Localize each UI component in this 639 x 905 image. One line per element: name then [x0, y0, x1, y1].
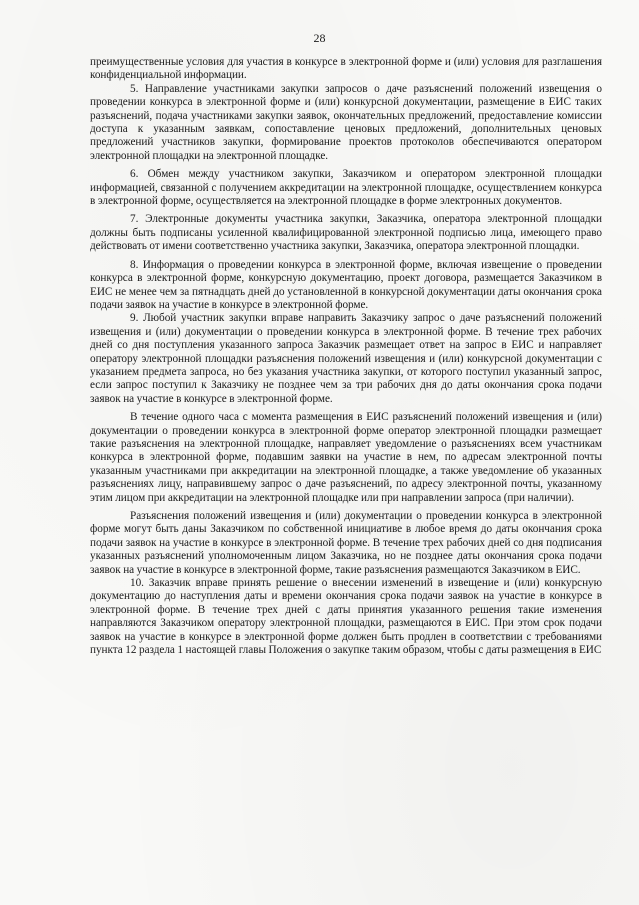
- page-number: 28: [313, 31, 326, 45]
- paragraph-item-7: 7. Электронные документы участника закупки, Заказчика, оператора электронной площадки должны быть подписаны усиленной квалифицированной электронной подписью лица, имеющего право действовать от имени соответственно участника закупки, Заказчика, оператора электронной площадки.: [90, 213, 602, 253]
- paragraph-item-9: 9. Любой участник закупки вправе направить Заказчику запрос о даче разъяснений положений извещения и (или) документации о проведении конкурса в электронной форме. В течение трех рабочих дней со дня поступления указанного запроса Заказчик размещает ответ на запрос в ЕИС и направляет оператору электронной площадки разъяснения положений извещения и (или) конкурсной документации с указанием предмета запроса, но без указания участника закупки, от которого поступил указанный запрос, если запрос поступил к Заказчику не позднее чем за три рабочих дня до даты окончания срока подачи заявок на участие в конкурсе в электронной форме.: [90, 312, 602, 405]
- paragraph-item-9-own-initiative: Разъяснения положений извещения и (или) документации о проведении конкурса в электронной форме могут быть даны Заказчиком по собственной инициативе в любое время до даты окончания срока подачи заявок на участие в конкурсе в электронной форме. В течение трех рабочих дней со дня подписания указанных разъяснений уполномоченным лицом Заказчика, но не позднее даты окончания срока подачи заявок на участие в конкурсе в электронной форме, такие разъяснения размещаются Заказчиком в ЕИС.: [90, 510, 602, 576]
- paragraph-item-5: 5. Направление участниками закупки запросов о даче разъяснений положений извещения о проведении конкурса в электронной форме и (или) конкурсной документации, размещение в ЕИС таких разъяснений, подача участниками закупки заявок, окончательных предложений, предоставление комиссии доступа к указанным заявкам, сопоставление ценовых предложений, дополнительных ценовых предложений участников закупки, формирование проектов протоколов обеспечиваются оператором электронной площадки на электронной площадке.: [90, 82, 602, 162]
- document-body: [90, 56, 602, 657]
- paragraph-item-9-notification: В течение одного часа с момента размещения в ЕИС разъяснений положений извещения и (или) документации о проведении конкурса в электронной форме оператор электронной площадки размещает такие разъяснения на электронной площадке, направляет уведомление о разъяснениях всем участникам конкурса в электронной форме, подавшим заявки на участие в нем, по адресам электронной почты указанным участниками при аккредитации на электронной площадке, а также уведомление об указанных разъяснениях лицу, направившему запрос о даче разъяснений, по адресу электронной почты, указанному этим лицом при аккредитации на электронной площадке или при направлении запроса (при наличии).: [90, 411, 602, 504]
- paragraph-item-6: 6. Обмен между участником закупки, Заказчиком и оператором электронной площадки информацией, связанной с получением аккредитации на электронной площадке, осуществлением конкурса в электронной форме, осуществляется на электронной площадке в форме электронных документов.: [90, 168, 602, 208]
- paragraph-item-8: 8. Информация о проведении конкурса в электронной форме, включая извещение о проведении конкурса в электронной форме, конкурсную документацию, проект договора, размещается Заказчиком в ЕИС не менее чем за пятнадцать дней до установленной в конкурсной документации даты окончания срока подачи заявок на участие в конкурсе в электронной форме.: [90, 258, 602, 311]
- paragraph-item-10: 10. Заказчик вправе принять решение о внесении изменений в извещение и (или) конкурсную документацию до наступления даты и времени окончания срока подачи заявок на участие в конкурсе в электронной форме. В течение трех дней с даты принятия указанного решения такие изменения направляются Заказчиком оператору электронной площадки, размещаются в ЕИС. При этом срок подачи заявок на участие в конкурсе в электронной форме должен быть продлен в соответствии с требованиями пункта 12 раздела 1 настоящей главы Положения о закупке таким образом, чтобы с даты размещения в ЕИС: [90, 577, 602, 657]
- paragraph-continuation: преимущественные условия для участия в конкурсе в электронной форме и (или) условия для разглашения конфиденциальной информации.: [90, 56, 602, 82]
